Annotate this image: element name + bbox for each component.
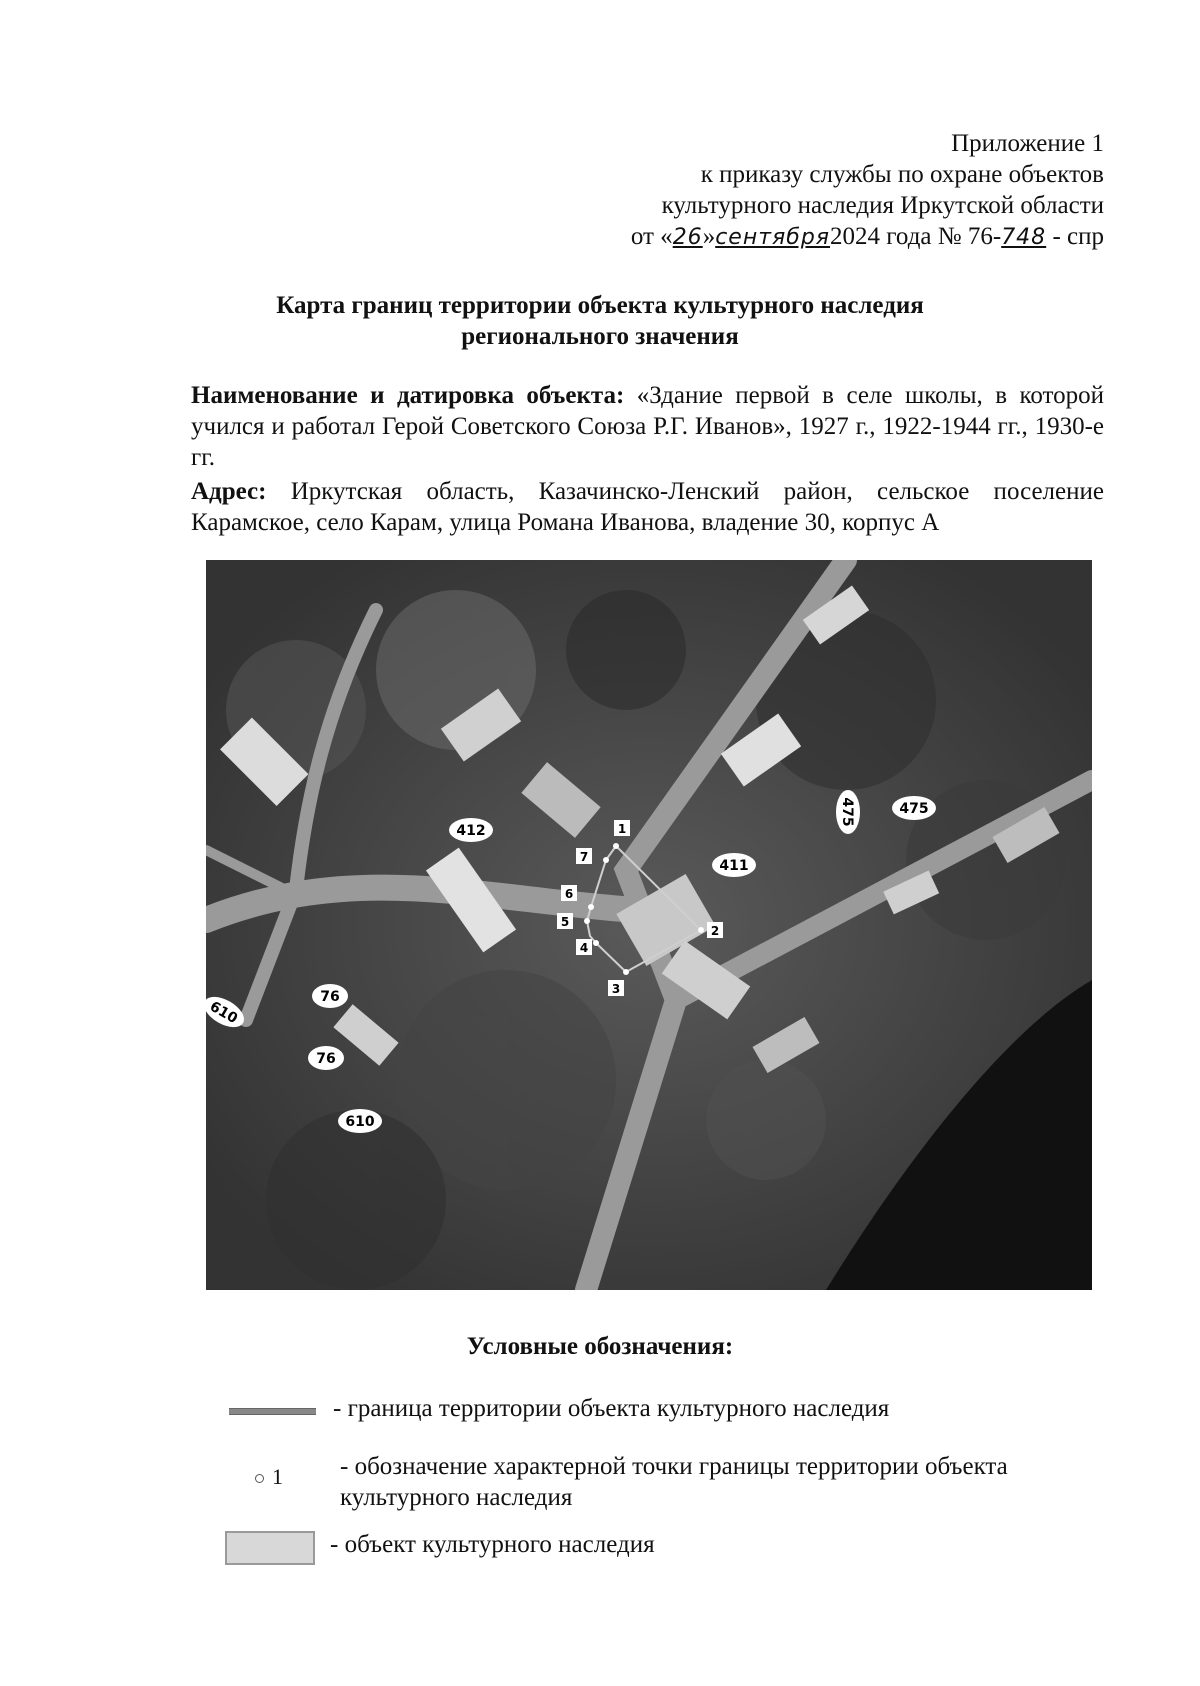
legend-object-text: - объект культурного наследия	[330, 1531, 655, 1558]
parcel-label-411	[712, 853, 756, 877]
parcel-label-text: 76	[316, 1051, 336, 1067]
point-label: 6	[564, 887, 574, 901]
parcel-label-text: 76	[320, 989, 340, 1005]
parcel-label-text: 610	[345, 1114, 375, 1130]
object-address-paragraph	[191, 476, 1104, 538]
satellite-map-svg	[206, 560, 1092, 1290]
parcel-label-text: 475	[839, 797, 855, 827]
appendix-line-3: культурного наследия Иркутской области	[661, 192, 1104, 219]
order-month-handwritten: сентября	[715, 225, 831, 250]
order-number-handwritten: 748	[1001, 225, 1047, 250]
appendix-line-2: к приказу службы по охране объектов	[700, 161, 1104, 188]
legend-point-number: 1	[272, 1464, 283, 1489]
legend-boundary-text: - граница территории объекта культурного наследия	[333, 1395, 890, 1422]
object-name-paragraph	[191, 380, 1104, 473]
legend-title: Условные обозначения:	[466, 1333, 734, 1360]
legend-point-text: - обозначение характерной точки границы территории объекта культурного наследия	[340, 1453, 1008, 1511]
legend-object-sample	[225, 1531, 315, 1565]
parcel-label-475-vertical	[836, 790, 860, 834]
point-label: 3	[611, 982, 621, 996]
point-label: 1	[617, 822, 627, 836]
object-address-value: Иркутская область, Казачинско-Ленский район, сельское поселение Карамское, село Карам, улица Романа Иванова, владение 30, корпус А	[191, 478, 1104, 536]
parcel-label-text: 610	[206, 998, 241, 1028]
satellite-map	[206, 560, 1092, 1290]
parcel-label-610-b	[338, 1109, 382, 1133]
legend-point-sample	[255, 1464, 283, 1490]
parcel-label-text: 475	[899, 801, 929, 817]
order-date-prefix: от «	[630, 223, 673, 250]
order-suffix: - спр	[1046, 223, 1104, 250]
parcel-label-76-a	[312, 984, 348, 1008]
object-address-label: Адрес:	[191, 478, 267, 505]
title-line-1: Карта границ территории объекта культурного наследия	[276, 292, 924, 319]
object-name-value: «Здание первой в селе школы, в которой учился и работал Герой Советского Союза Р.Г. Иванов», 1927 г., 1922-1944 гг., 1930-е гг.	[191, 382, 1104, 471]
order-year: 2024 года № 76-	[830, 223, 1002, 250]
point-label: 2	[710, 924, 720, 938]
document-title	[0, 290, 1200, 352]
appendix-block	[631, 128, 1104, 253]
point-label: 4	[579, 941, 589, 955]
appendix-line-4	[631, 221, 1104, 253]
order-date-quote: »	[702, 223, 716, 250]
point-label: 5	[560, 915, 570, 929]
order-day-handwritten: 26	[672, 225, 703, 250]
title-line-2: регионального значения	[461, 323, 739, 350]
parcel-label-412	[449, 818, 493, 842]
parcel-label-76-b	[308, 1046, 344, 1070]
parcel-label-text: 412	[456, 823, 486, 839]
object-name-label: Наименование и датировка объекта:	[191, 382, 625, 409]
point-dot-icon	[255, 1474, 264, 1483]
appendix-title: Приложение 1	[951, 130, 1104, 157]
parcel-label-text: 411	[719, 858, 749, 874]
parcel-label-475	[892, 796, 936, 820]
legend-boundary-sample	[229, 1408, 316, 1415]
point-label: 7	[579, 850, 589, 864]
